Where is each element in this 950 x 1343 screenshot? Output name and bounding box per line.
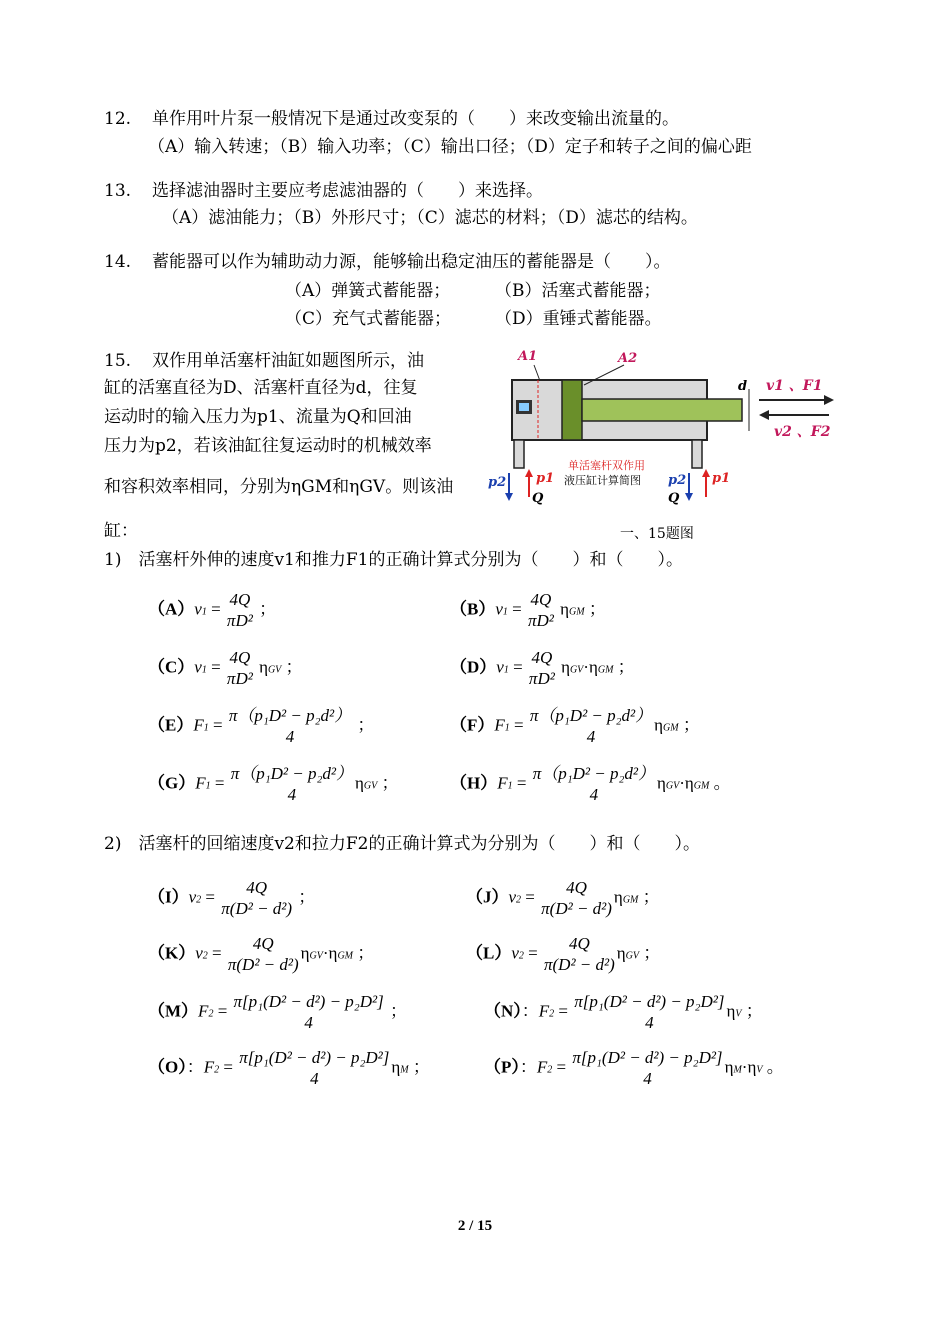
cylinder-figure: [484, 345, 844, 515]
fig-label-v1f1: v1 、F1: [766, 378, 823, 394]
q15-number: 15.: [104, 351, 132, 371]
formula-a: （A）v1 = 4Q πD² ；: [148, 590, 277, 630]
fig-label-q-right: Q: [668, 491, 680, 506]
q13-number: 13.: [104, 181, 132, 201]
q12-text: 单作用叶片泵一般情况下是通过改变泵的（ ）来改变输出流量的。: [152, 109, 679, 129]
figure-caption: 一、15题图: [620, 526, 694, 542]
q13-text: 选择滤油器时主要应考虑滤油器的（ ）来选择。: [152, 181, 543, 201]
q14-option-a: （A）弹簧式蓄能器；: [285, 281, 451, 301]
fig-label-d: d: [738, 379, 748, 394]
q14-option-c: （C）充气式蓄能器；: [285, 309, 452, 329]
fig-label-q-left: Q: [532, 491, 544, 506]
q14-option-b: （B）活塞式蓄能器；: [495, 281, 661, 301]
formula-l: （L）v2 = 4Q π(D² − d²) ηGV ；: [466, 934, 661, 974]
fig-label-a2: A2: [618, 351, 638, 366]
q15-line4: 压力为p2，若该油缸往复运动时的机械效率: [104, 436, 432, 456]
formula-m: （M）F2 = π[p₁(D² − d²) − p₂D²] 4 ；: [148, 992, 407, 1032]
fig-label-p2-left: p2: [488, 475, 507, 490]
formula-o: （O）：F2 = π[p₁(D² − d²) − p₂D²] 4 ηM ；: [148, 1048, 430, 1088]
q13-options: （A）滤油能力；（B）外形尺寸；（C）滤芯的材料；（D）滤芯的结构。: [162, 208, 698, 228]
formula-d: （D）v1 = 4Q πD² ηGV·ηGM ；: [450, 648, 635, 688]
q14-option-d: （D）重锤式蓄能器。: [495, 309, 662, 329]
q15-line3: 运动时的输入压力为p1、流量为Q和回油: [104, 407, 412, 427]
fig-label-a1: A1: [518, 349, 538, 364]
fig-label-p1-right: p1: [712, 471, 731, 486]
q15-line6: 缸：: [104, 521, 138, 541]
fig-label-v2f2: v2 、F2: [774, 424, 831, 440]
q15-line1: 双作用单活塞杆油缸如题图所示，油: [152, 351, 424, 371]
q15-sub1: 1) 活塞杆外伸的速度v1和推力F1的正确计算式分别为（ ）和（ ）。: [104, 550, 683, 570]
q15-line2: 缸的活塞直径为D、活塞杆直径为d，往复: [104, 378, 418, 398]
q12-options: （A）输入转速；（B）输入功率；（C）输出口径；（D）定子和转子之间的偏心距: [148, 137, 752, 157]
fig-inner-text-1: 单活塞杆双作用: [568, 459, 645, 472]
q15-line5: 和容积效率相同，分别为ηGM和ηGV。则该油: [104, 477, 454, 497]
formula-j: （J）v2 = 4Q π(D² − d²) ηGM ；: [466, 878, 660, 918]
formula-e: （E）F1 = π（p₁D² − p₂d²） 4 ；: [148, 706, 375, 746]
page-number: 2 / 15: [457, 1218, 493, 1234]
q15-sub2: 2) 活塞杆的回缩速度v2和拉力F2的正确计算式为分别为（ ）和（ ）。: [104, 834, 700, 854]
fig-inner-text-2: 液压缸计算简图: [564, 474, 641, 487]
q14-text: 蓄能器可以作为辅助动力源，能够输出稳定油压的蓄能器是（ ）。: [152, 252, 671, 272]
formula-c: （C）v1 = 4Q πD² ηGV ；: [148, 648, 303, 688]
formula-f: （F）F1 = π（p₁D² − p₂d²） 4 ηGM ；: [450, 706, 700, 746]
formula-g: （G）F1 = π（p₁D² − p₂d²） 4 ηGV ；: [148, 764, 399, 804]
formula-p: （P）：F2 = π[p₁(D² − d²) − p₂D²] 4 ηM·ηV 。: [484, 1048, 784, 1088]
q12-number: 12.: [104, 109, 132, 129]
formula-i: （I）v2 = 4Q π(D² − d²) ；: [148, 878, 316, 918]
formula-k: （K）v2 = 4Q π(D² − d²) ηGV·ηGM ；: [148, 934, 375, 974]
fig-label-p1-left: p1: [536, 471, 555, 486]
fig-label-p2-right: p2: [668, 473, 687, 488]
formula-b: （B）v1 = 4Q πD² ηGM ；: [450, 590, 606, 630]
formula-n: （N）：F2 = π[p₁(D² − d²) − p₂D²] 4 ηV ；: [484, 992, 763, 1032]
q14-number: 14.: [104, 252, 132, 272]
formula-h: （H）F1 = π（p₁D² − p₂d²） 4 ηGV·ηGM 。: [450, 764, 731, 804]
